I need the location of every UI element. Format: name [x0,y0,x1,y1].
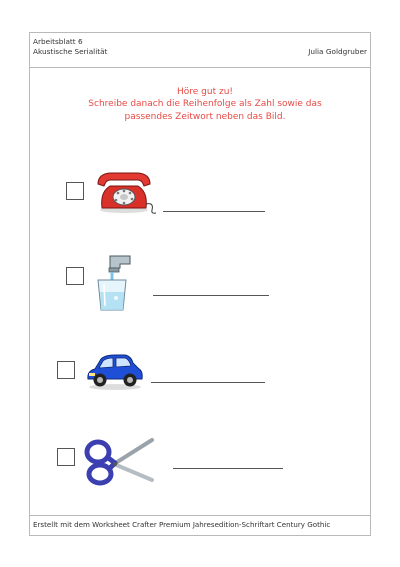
instruction-line-3: passendes Zeitwort neben das Bild. [124,111,286,122]
number-box-3[interactable] [57,361,75,379]
instructions [60,86,350,123]
footer-credit: Erstellt mit dem Worksheet Crafter Premium Jahresedition-Schriftart Century Gothic [33,520,331,529]
answer-line-2[interactable] [153,295,269,296]
instruction-line-2: Schreibe danach die Reihenfolge als Zahl sowie das [88,99,322,110]
scissors-icon [84,436,156,488]
number-box-2[interactable] [66,267,84,285]
number-box-4[interactable] [57,448,75,466]
car-icon [85,351,145,391]
instruction-line-1: Höre gut zu! [176,87,234,97]
answer-line-1[interactable] [163,211,265,212]
author-name: Julia Goldgruber [308,47,367,56]
header-divider [29,67,371,68]
worksheet-subject: Akustische Serialität [33,47,108,56]
answer-line-3[interactable] [151,382,265,383]
water-tap-glass-icon [92,254,136,314]
number-box-1[interactable] [66,182,84,200]
footer-divider [29,515,371,516]
answer-line-4[interactable] [173,468,283,469]
telephone-icon [96,170,158,214]
header-left [33,37,107,57]
worksheet-number: Arbeitsblatt 6 [33,37,83,46]
